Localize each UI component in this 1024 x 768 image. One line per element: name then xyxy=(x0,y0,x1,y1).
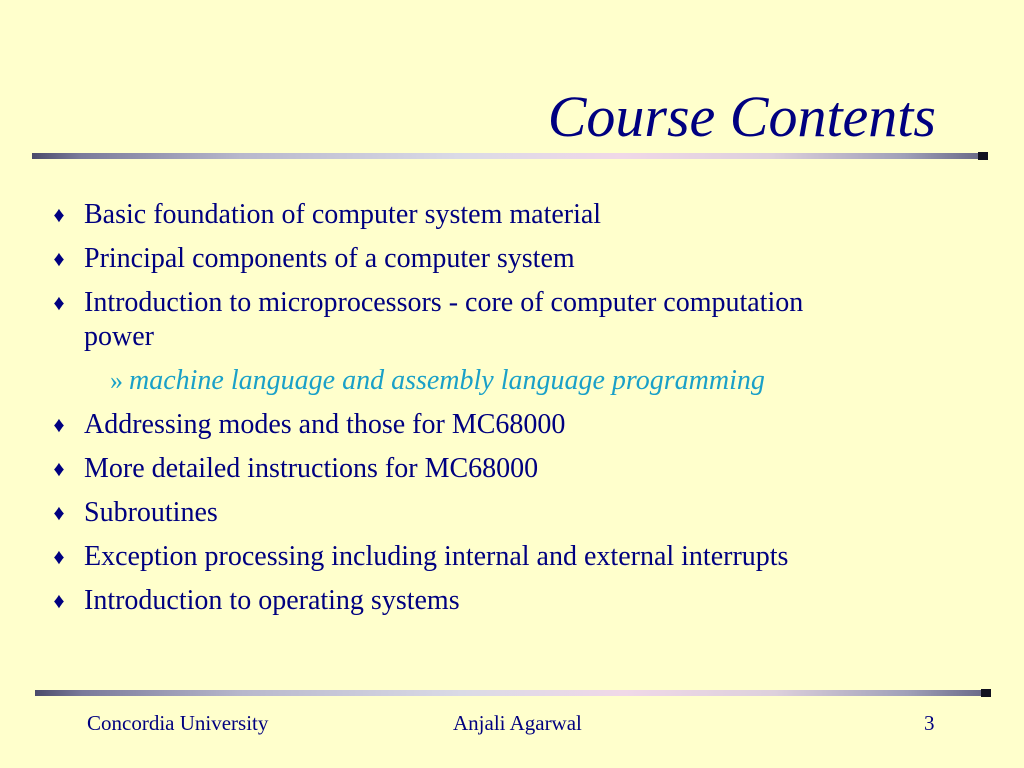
sub-bullet-item xyxy=(46,364,986,398)
diamond-bullet-icon: ♦ xyxy=(53,202,65,227)
content-bullet-list xyxy=(46,198,986,628)
chevron-bullet-icon: » xyxy=(110,366,123,395)
title-divider xyxy=(32,152,988,160)
bullet-item xyxy=(46,496,986,530)
bullet-item xyxy=(46,286,804,354)
bullet-item xyxy=(46,584,986,618)
diamond-bullet-icon: ♦ xyxy=(53,500,65,525)
diamond-bullet-icon: ♦ xyxy=(53,588,65,613)
diamond-bullet-icon: ♦ xyxy=(53,290,65,315)
footer-author: Anjali Agarwal xyxy=(453,711,582,735)
footer-institution: Concordia University xyxy=(87,711,269,735)
bullet-text: Introduction to operating systems xyxy=(84,585,460,616)
bullet-item xyxy=(46,198,986,232)
diamond-bullet-icon: ♦ xyxy=(53,544,65,569)
diamond-bullet-icon: ♦ xyxy=(53,246,65,271)
bullet-item xyxy=(46,242,986,276)
footer-divider xyxy=(35,689,991,697)
sub-bullet-text: machine language and assembly language programming xyxy=(129,365,765,396)
bullet-text: Exception processing including internal and external interrupts xyxy=(84,541,789,572)
diamond-bullet-icon: ♦ xyxy=(53,412,65,437)
diamond-bullet-icon: ♦ xyxy=(53,456,65,481)
bullet-text: Basic foundation of computer system material xyxy=(84,199,602,230)
bullet-text: Addressing modes and those for MC68000 xyxy=(84,409,566,440)
bullet-text: Principal components of a computer system xyxy=(84,243,575,274)
bullet-text: Introduction to microprocessors - core of computer computation power xyxy=(84,287,804,352)
bullet-text: More detailed instructions for MC68000 xyxy=(84,453,539,484)
bullet-item xyxy=(46,452,986,486)
slide-number: 3 xyxy=(924,711,935,735)
bullet-text: Subroutines xyxy=(84,497,218,528)
slide-title: Course Contents xyxy=(547,84,936,149)
bullet-item xyxy=(46,408,986,442)
bullet-item xyxy=(46,540,986,574)
